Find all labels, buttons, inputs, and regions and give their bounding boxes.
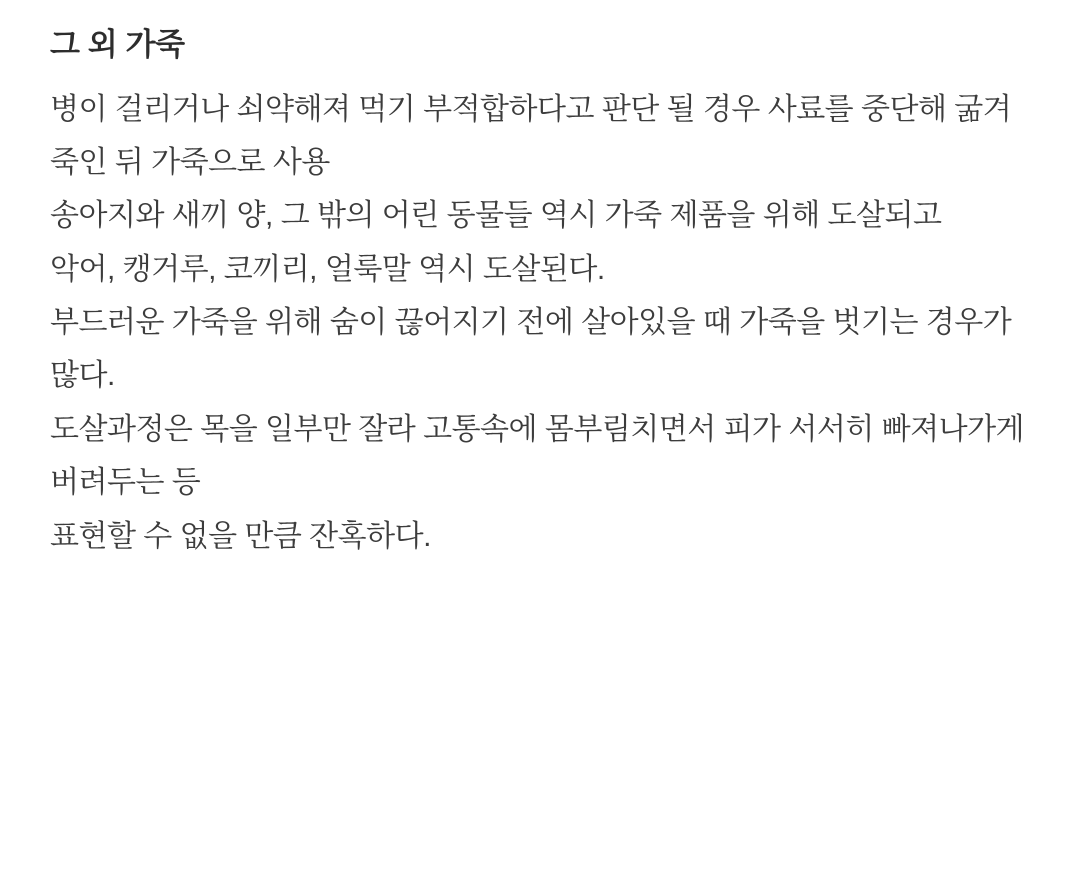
body-paragraph: 도살과정은 목을 일부만 잘라 고통속에 몸부림치면서 피가 서서히 빠져나가게 버려두는 등 [50, 412, 1025, 500]
body-paragraph: 부드러운 가죽을 위해 숨이 끊어지기 전에 살아있을 때 가죽을 벗기는 경우가 많다. [50, 306, 1012, 393]
body-paragraph: 표현할 수 없을 만큼 잔혹하다. [50, 519, 431, 553]
page-title: 그 외 가죽 [50, 27, 185, 62]
body-paragraph: 송아지와 새끼 양, 그 밖의 어린 동물들 역시 가죽 제품을 위해 도살되고 [50, 199, 942, 233]
document-body [50, 83, 1034, 564]
body-paragraph: 병이 걸리거나 쇠약해져 먹기 부적합하다고 판단 될 경우 사료를 중단해 굶겨 죽인 뒤 가죽으로 사용 [50, 92, 1012, 179]
body-paragraph: 악어, 캥거루, 코끼리, 얼룩말 역시 도살된다. [50, 252, 605, 286]
